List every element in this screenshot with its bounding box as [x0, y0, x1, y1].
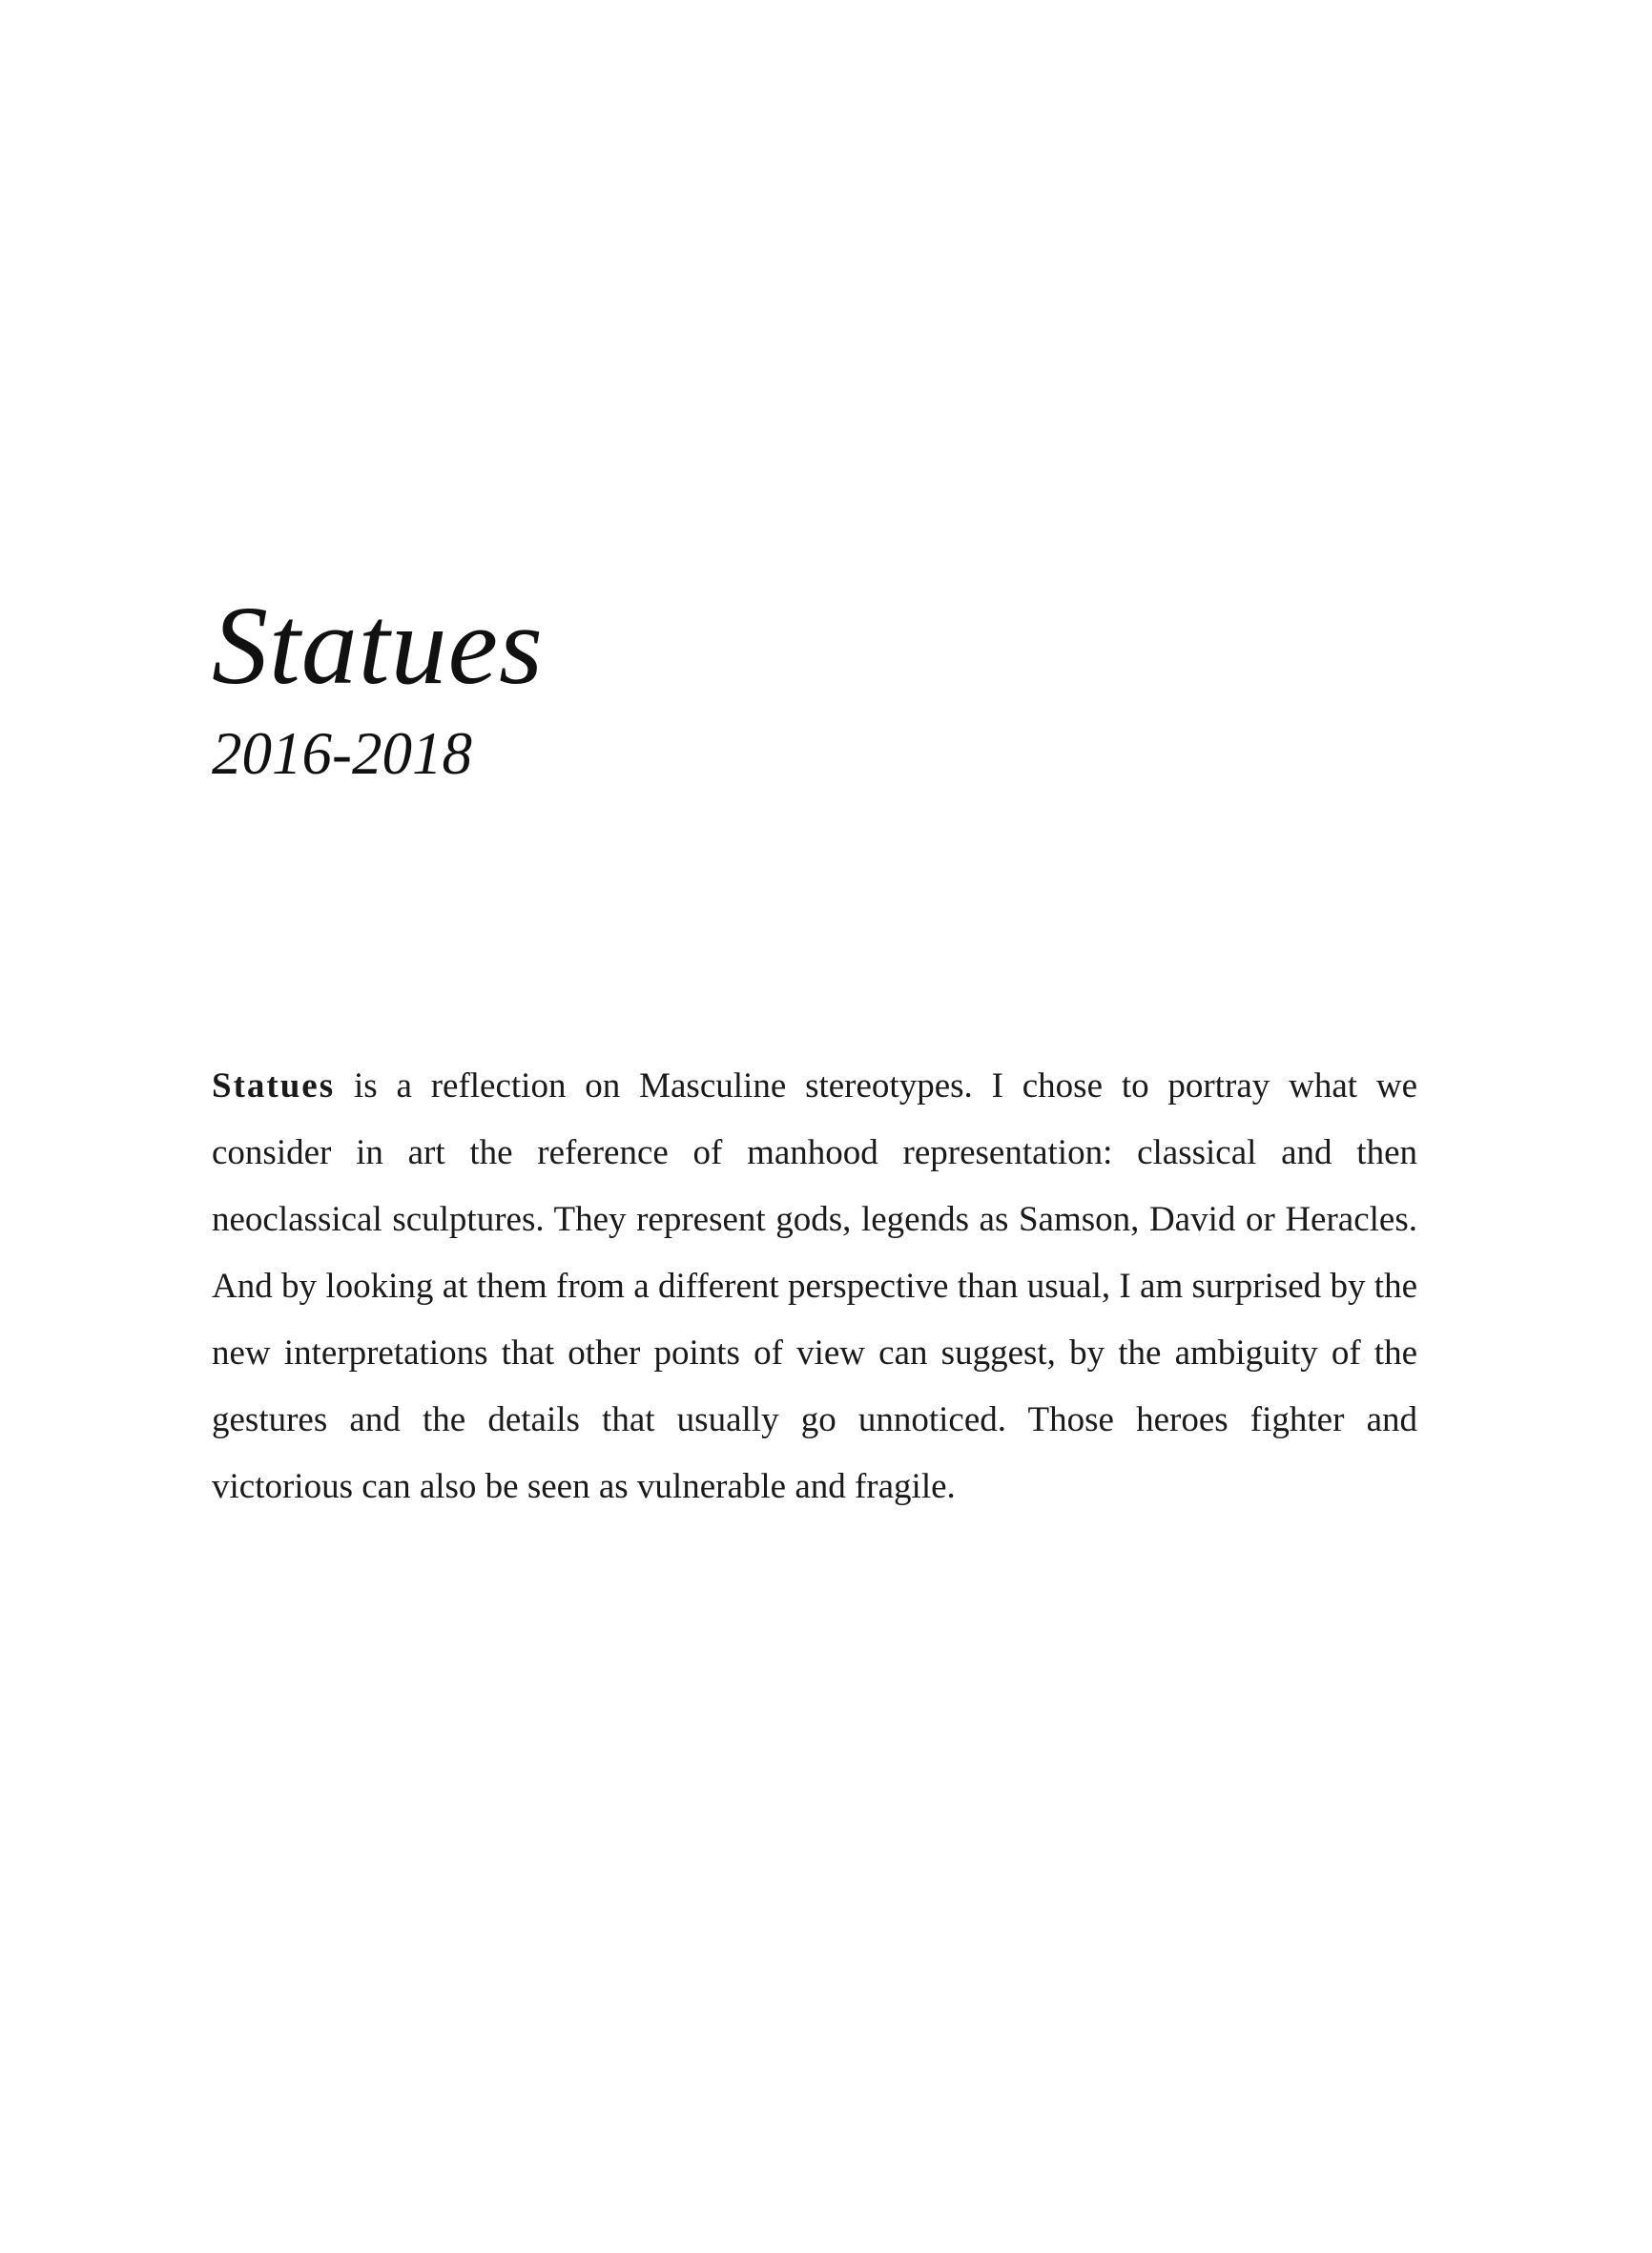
description-text: is a reflection on Masculine stereotypes. I chose to portray what we consider in art the reference of manhood representation: classical and then neoclassical sculptures. They represent gods, legends as Samson, David or Heracles. And by looking at them from a different perspective than usual, I am surprised by the new interpretations that other points of view can suggest, by the ambiguity of the gestures and the details that usually go unnoticed. Those heroes fighter and victorious can also be seen as vulnerable and fragile.	[212, 1066, 1417, 1506]
page-title: Statues	[212, 583, 544, 708]
date-range: 2016-2018	[212, 720, 472, 787]
description-paragraph	[212, 1053, 1417, 1520]
lead-word: Statues	[212, 1066, 336, 1106]
